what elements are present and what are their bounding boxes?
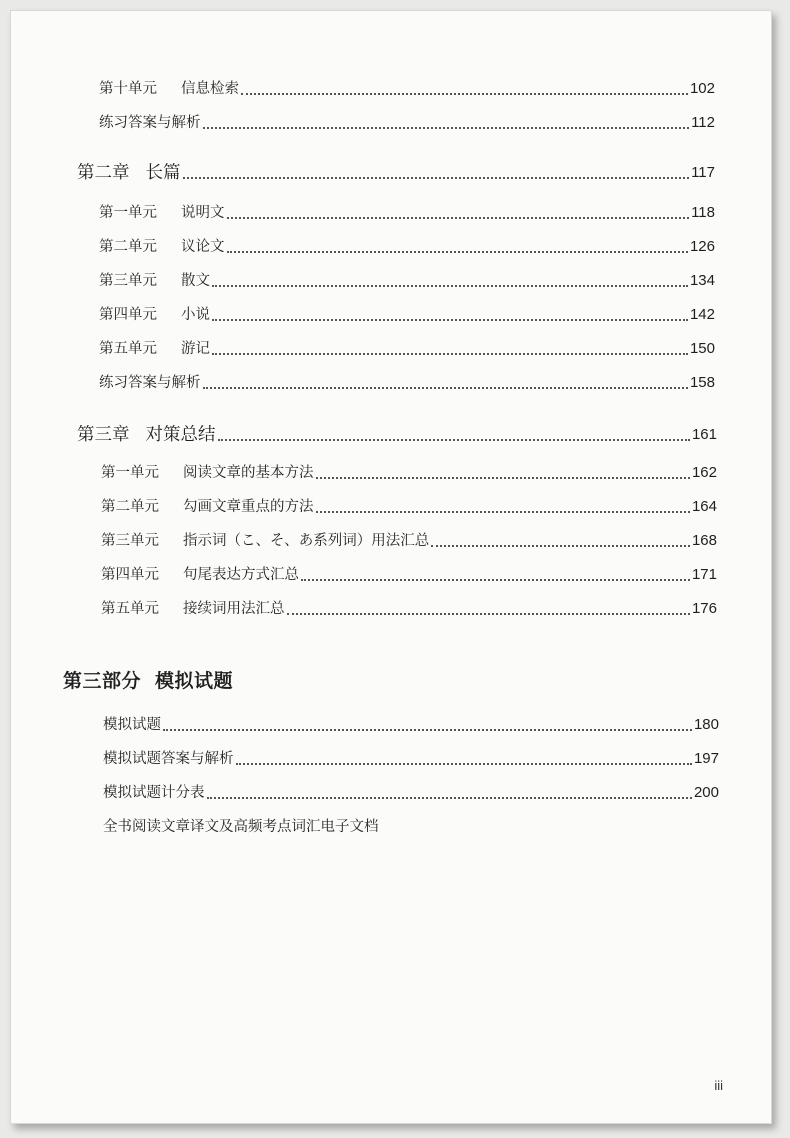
entry-title: 练习答案与解析: [99, 375, 201, 391]
chapter-label: 第二章: [77, 163, 130, 183]
toc-entry: [99, 109, 715, 133]
toc-entry: [99, 369, 715, 393]
entry-title: 阅读文章的基本方法: [183, 465, 314, 481]
dot-leader: [301, 579, 690, 581]
toc-entry: [103, 711, 719, 735]
page-number: 118: [691, 204, 715, 221]
dot-leader: [207, 797, 692, 799]
entry-title: 指示词（こ、そ、あ系列词）用法汇总: [183, 533, 430, 549]
entry-title: 模拟试题: [103, 717, 161, 733]
dot-leader: [163, 729, 692, 731]
entry-title: 信息检索: [181, 81, 239, 97]
page-number: 158: [689, 374, 715, 391]
page-number: 176: [691, 600, 717, 617]
dot-leader: [227, 251, 688, 253]
unit-label: 第三单元: [99, 273, 157, 289]
entry-title: 模拟试题答案与解析: [103, 751, 234, 767]
toc-entry: [103, 779, 719, 803]
unit-label: 第十单元: [99, 81, 157, 97]
dot-leader: [316, 477, 690, 479]
page-number: 112: [691, 114, 715, 131]
unit-label: 第五单元: [99, 341, 157, 357]
unit-label: 第一单元: [101, 465, 159, 481]
entry-title: 小说: [181, 307, 210, 323]
dot-leader: [236, 763, 692, 765]
document-page: [10, 10, 772, 1124]
dot-leader: [212, 285, 688, 287]
part-label: 第三部分: [63, 670, 142, 692]
chapter-heading-2: [77, 157, 715, 183]
toc-entry: [99, 233, 715, 257]
dot-leader: [203, 387, 688, 389]
dot-leader: [431, 545, 690, 547]
page-folio: iii: [714, 1078, 723, 1093]
chapter-heading-3: [77, 419, 717, 445]
toc-entry: [101, 493, 717, 517]
page-number: 161: [691, 426, 717, 443]
chapter-label: 第三章: [77, 425, 130, 445]
unit-label: 第二单元: [101, 499, 159, 515]
toc-entry: [99, 301, 715, 325]
entry-title: 勾画文章重点的方法: [183, 499, 314, 515]
toc-entry: [101, 459, 717, 483]
page-number: 171: [691, 566, 717, 583]
unit-label: 第四单元: [99, 307, 157, 323]
dot-leader: [203, 127, 690, 129]
page-number: 102: [689, 80, 715, 97]
entry-title: 游记: [181, 341, 210, 357]
unit-label: 第五单元: [101, 601, 159, 617]
unit-label: 第三单元: [101, 533, 159, 549]
entry-title: 议论文: [181, 239, 225, 255]
entry-title: 散文: [181, 273, 210, 289]
page-number: 126: [689, 238, 715, 255]
page-number: 200: [693, 784, 719, 801]
page-number: 142: [689, 306, 715, 323]
page-number: 150: [689, 340, 715, 357]
toc-entry: [103, 745, 719, 769]
page-number: 168: [691, 532, 717, 549]
toc-entry: [99, 75, 715, 99]
toc-entry: [101, 561, 717, 585]
toc-entry: [99, 199, 715, 223]
final-entry: 全书阅读文章译文及高频考点词汇电子文档: [103, 819, 379, 835]
dot-leader: [287, 613, 690, 615]
dot-leader: [227, 217, 690, 219]
entry-title: 接续词用法汇总: [183, 601, 285, 617]
toc-entry: [101, 527, 717, 551]
dot-leader: [218, 439, 690, 441]
dot-leader: [212, 319, 688, 321]
page-number: 117: [691, 164, 715, 181]
chapter-title: 长篇: [145, 163, 181, 183]
unit-label: 第四单元: [101, 567, 159, 583]
page-number: 134: [689, 272, 715, 289]
toc-entry: [101, 595, 717, 619]
dot-leader: [316, 511, 690, 513]
entry-title: 句尾表达方式汇总: [183, 567, 299, 583]
toc-entry: [99, 267, 715, 291]
page-number: 164: [691, 498, 717, 515]
dot-leader: [241, 93, 688, 95]
page-number: 197: [693, 750, 719, 767]
unit-label: 第二单元: [99, 239, 157, 255]
entry-title: 模拟试题计分表: [103, 785, 205, 801]
unit-label: 第一单元: [99, 205, 157, 221]
page-number: 162: [691, 464, 717, 481]
dot-leader: [212, 353, 688, 355]
part-heading-3: [63, 666, 233, 693]
entry-title: 说明文: [181, 205, 225, 221]
entry-title: 练习答案与解析: [99, 115, 201, 131]
dot-leader: [183, 177, 690, 179]
chapter-title: 对策总结: [145, 425, 216, 445]
toc-entry: [99, 335, 715, 359]
page-number: 180: [693, 716, 719, 733]
part-title: 模拟试题: [155, 670, 234, 692]
